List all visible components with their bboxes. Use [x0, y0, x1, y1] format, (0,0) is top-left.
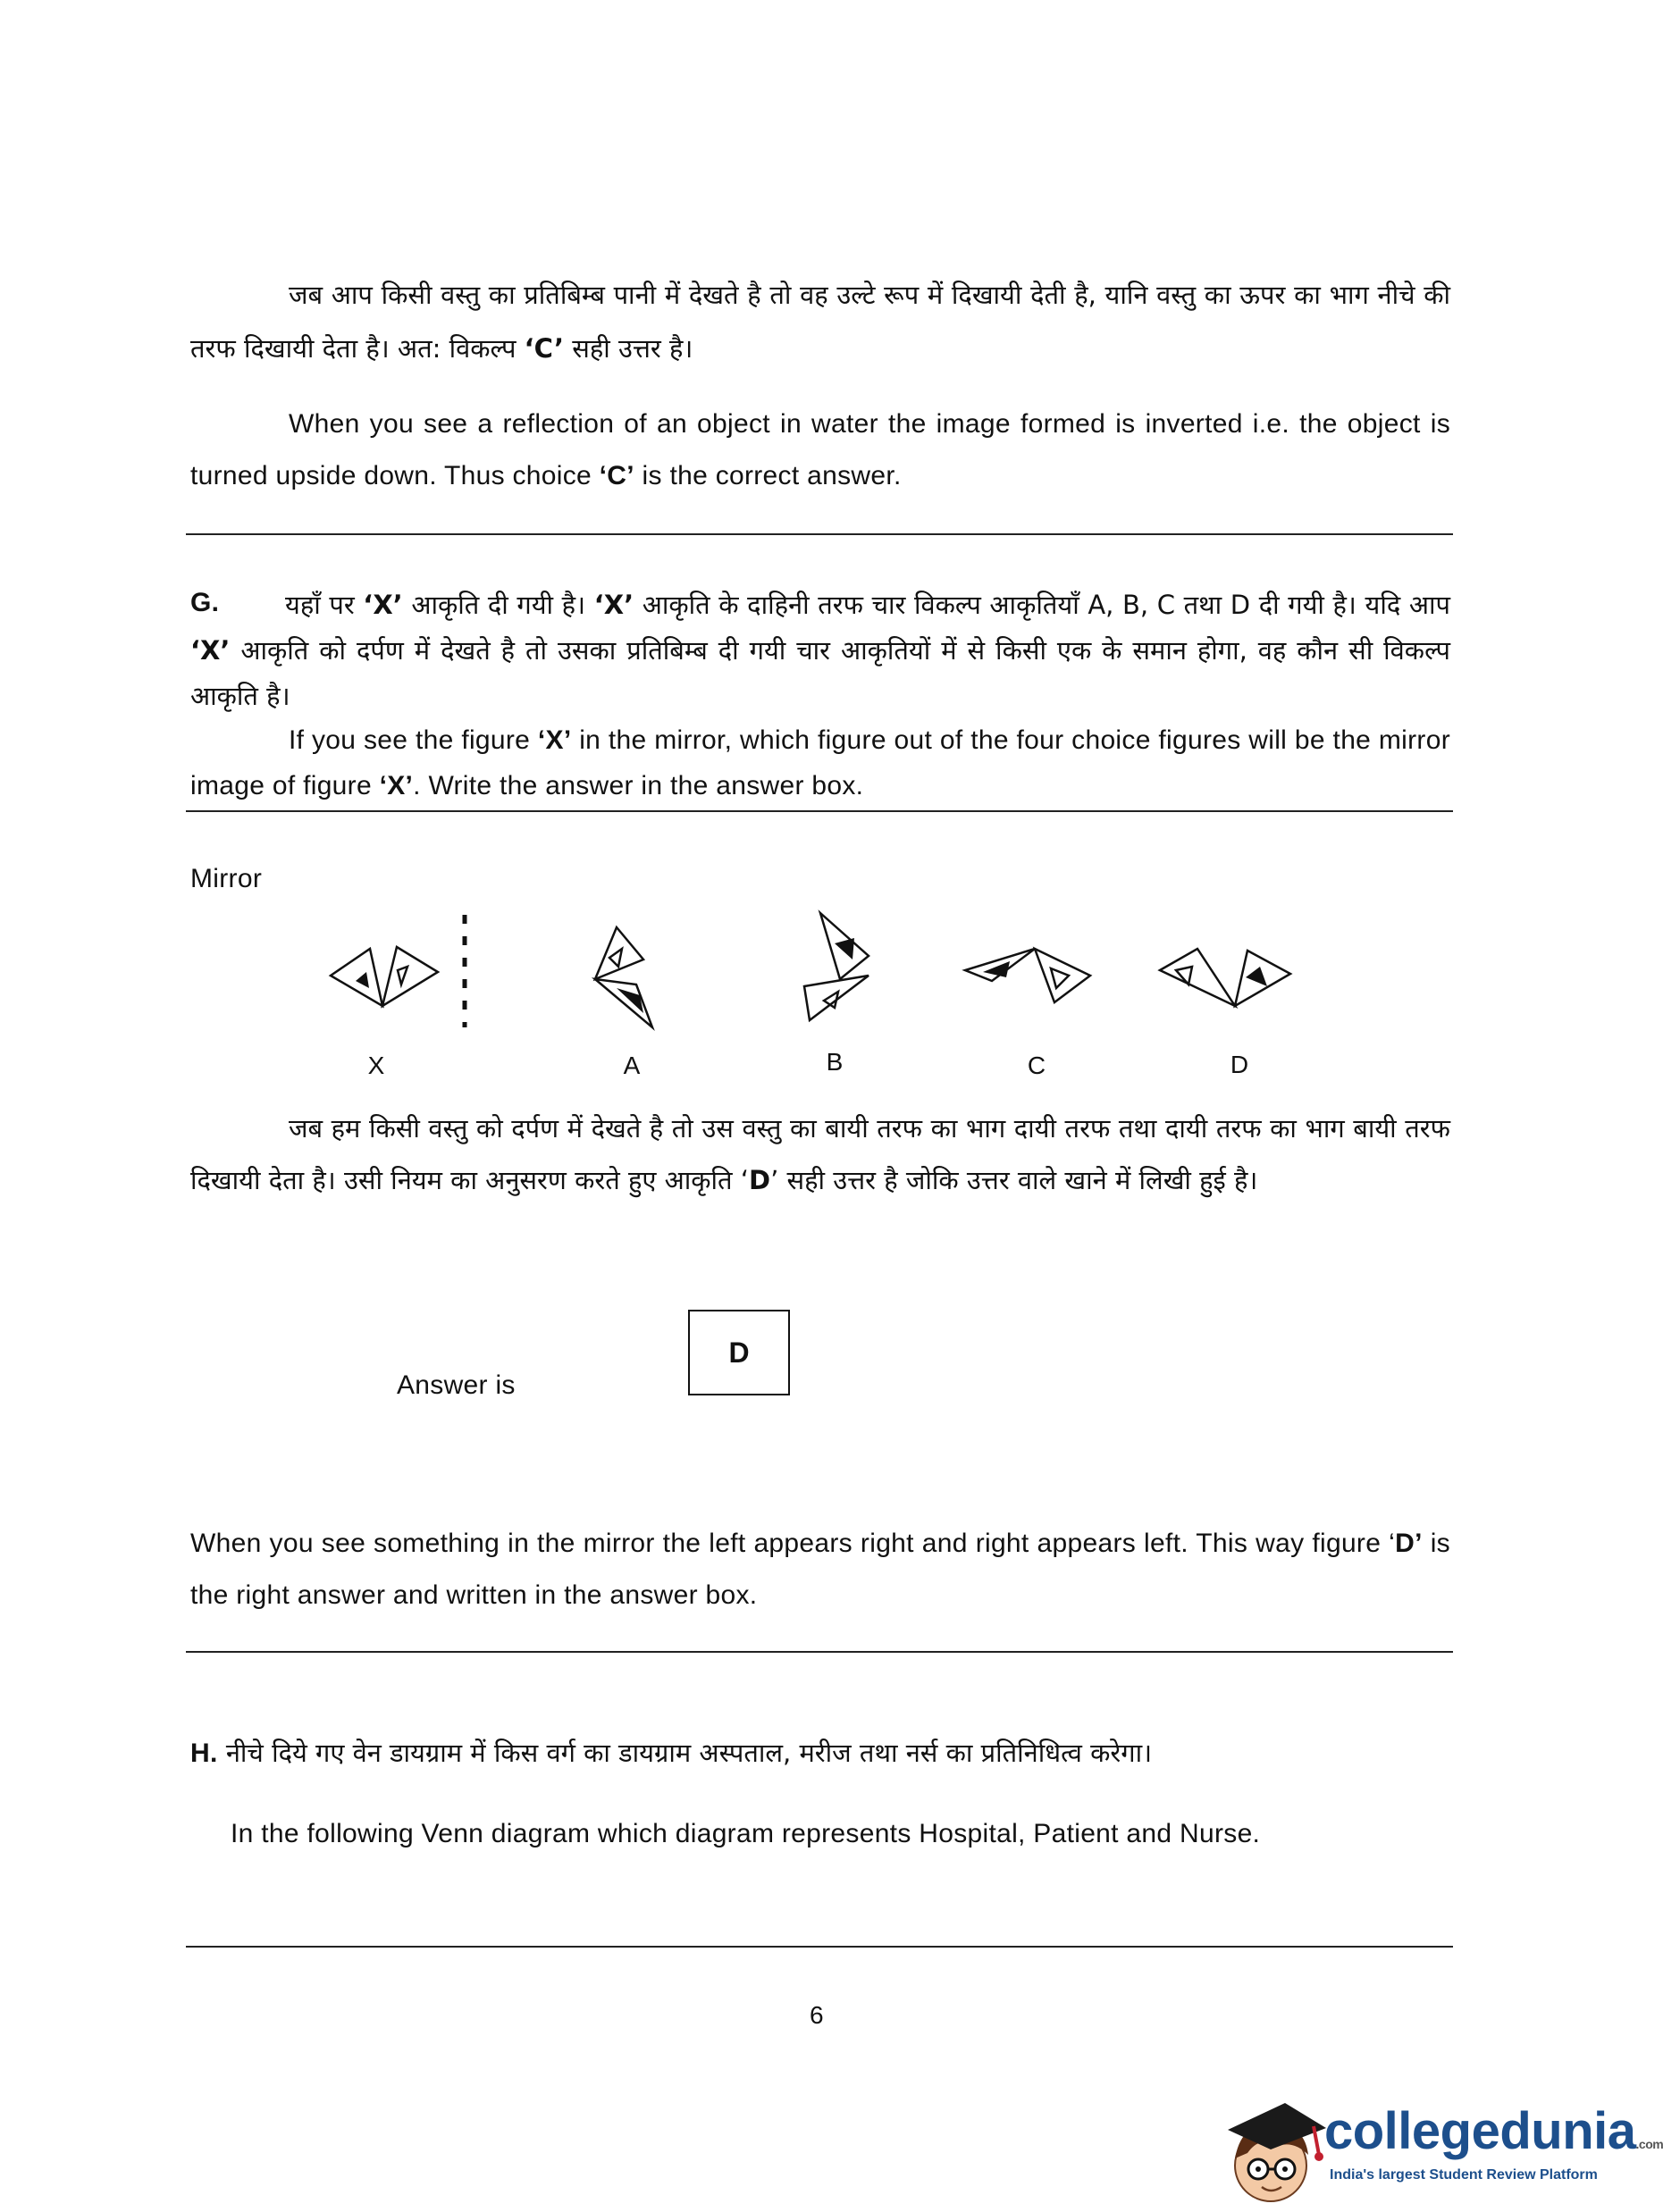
label-x: X: [367, 1052, 385, 1079]
divider-4: [186, 1946, 1453, 1948]
explanation-hindi: जब हम किसी वस्तु को दर्पण में देखते है तो उस वस्तु का बायी तरफ का भाग दायी तरफ तथा दायी तरफ का भाग बायी तरफ दिखायी देता है। उसी नियम का अनुसरण करते हुए आकृति ‘D’ सही उत्तर है जोकि उत्तर वाले खाने में लिखी हुई है।: [190, 1113, 1450, 1195]
mirror-label: Mirror: [190, 864, 263, 893]
figure-x: [331, 947, 438, 1006]
answer-box: D: [688, 1310, 790, 1395]
question-h: [190, 1735, 1450, 1770]
intro-hindi-line2-pre: ऊपर का भाग नीचे की तरफ दिखायी देता है। अत: विकल्प: [190, 280, 1450, 364]
question-g-english: If you see the figure ‘X’ in the mirror, which figure out of the four choice figures will be the mirror image of figure ‘X’. Write the answer in the answer box.: [190, 725, 1450, 800]
divider-3: [186, 1651, 1453, 1653]
intro-english-post: is the correct answer.: [634, 461, 902, 490]
divider-1: [186, 533, 1453, 535]
mirror-figure-diagram: [304, 902, 1340, 1045]
logo-suffix: .com: [1635, 2137, 1663, 2151]
mascot-icon: [1215, 2083, 1331, 2208]
label-a: A: [623, 1052, 641, 1079]
logo-name: collegedunia.com: [1324, 2102, 1663, 2160]
divider-2: [186, 810, 1453, 812]
intro-hindi-line1: जब आप किसी वस्तु का प्रतिबिम्ब पानी में देखते है तो वह उल्टे रूप में दिखायी देती है, यानि वस्तु का: [289, 280, 1231, 310]
explanation-english: When you see something in the mirror the left appears right and right appears left. This way figure ‘D’ is the right answer and written in the answer box.: [190, 1529, 1450, 1610]
intro-hindi-line2-post: सही उत्तर है।: [564, 333, 693, 364]
label-c: C: [1027, 1052, 1046, 1079]
intro-english-text: When you see a reflection of an object in water the image formed is inverted i.e. the object is turned upside down. Thus choice: [190, 409, 1450, 490]
figure-a: [595, 927, 652, 1027]
page-number: 6: [810, 2001, 824, 2029]
question-g-label: G.: [190, 588, 220, 617]
intro-hindi-paragraph: [190, 268, 1450, 375]
intro-hindi-choice: ‘C’: [524, 333, 565, 364]
question-h-label: H.: [190, 1739, 218, 1768]
question-g-hindi: यहाँ पर ‘X’ आकृति दी गयी है। ‘X’ आकृति के दाहिनी तरफ चार विकल्प आकृतियाँ A, B, C तथा D दी गयी है। यदि आप ‘X’ आकृति को दर्पण में देखते है तो उसका प्रतिबिम्ब दी गयी चार आकृतियों में से किसी एक के समान होगा, वह कौन सी विकल्प आकृति है।: [190, 590, 1450, 711]
question-h-english: In the following Venn diagram which diagram represents Hospital, Patient and Nurse.: [231, 1819, 1261, 1848]
figure-c: [965, 949, 1090, 1002]
collegedunia-logo: [1215, 2083, 1663, 2208]
question-h-hindi: नीचे दिये गए वेन डायग्राम में किस वर्ग का डायग्राम अस्पताल, मरीज तथा नर्स का प्रतिनिधित्व करेगा।: [217, 1738, 1153, 1768]
intro-english-paragraph: [190, 398, 1450, 502]
figure-d: [1160, 949, 1290, 1006]
intro-english-choice: ‘C’: [599, 461, 634, 490]
label-b: B: [826, 1048, 844, 1076]
figure-b: [804, 913, 869, 1020]
answer-label: Answer is: [397, 1370, 516, 1400]
logo-tagline: India's largest Student Review Platform: [1330, 2167, 1598, 2183]
label-d: D: [1230, 1051, 1249, 1078]
